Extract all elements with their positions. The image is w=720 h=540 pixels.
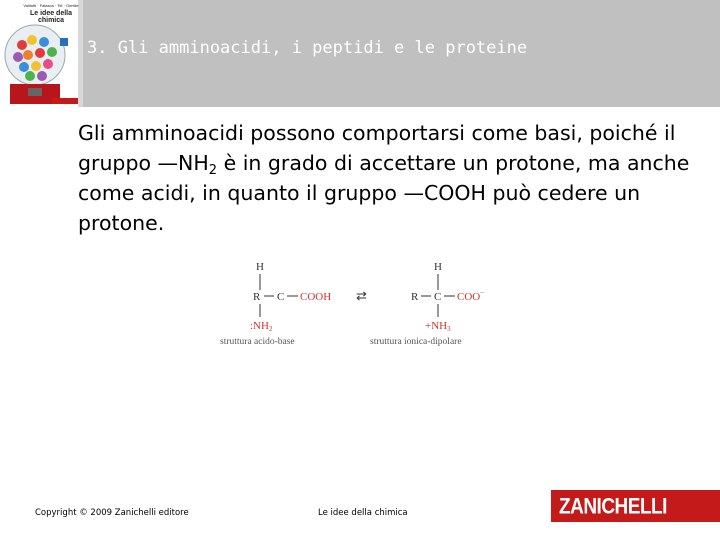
footer-copyright: Copyright © 2009 Zanichelli editore bbox=[35, 508, 189, 518]
cover-text bbox=[22, 4, 80, 24]
zanichelli-logo bbox=[551, 490, 720, 522]
book-cover-thumbnail bbox=[0, 0, 83, 107]
right-coo-group: COO− bbox=[457, 289, 485, 303]
acid-base-structure bbox=[220, 261, 331, 347]
amino-acid-equilibrium-diagram bbox=[210, 255, 510, 350]
zwitterion-structure bbox=[370, 261, 484, 347]
header-bar bbox=[0, 0, 720, 107]
right-h-atom: H bbox=[434, 261, 442, 273]
cover-title: Le idee della chimica bbox=[29, 10, 73, 24]
cover-authors: Valitutti · Falasca · Tifi · Gentile bbox=[23, 3, 79, 8]
right-c-atom: C bbox=[434, 291, 442, 303]
left-h-atom: H bbox=[256, 261, 264, 273]
left-cooh-group: COOH bbox=[300, 291, 332, 303]
right-r-group: R bbox=[411, 291, 419, 303]
left-r-group: R bbox=[253, 291, 261, 303]
body-subscript: 2 bbox=[208, 163, 218, 178]
slide-title: 3. Gli amminoacidi, i peptidi e le proteine bbox=[87, 38, 528, 58]
body-text-part1: Gli amminoacidi possono comportarsi come basi, poiché il gruppo —NH bbox=[78, 121, 676, 175]
footer-book-title: Le idee della chimica bbox=[318, 508, 408, 518]
body-paragraph bbox=[78, 118, 708, 238]
logo-text: ZANICHELLI bbox=[559, 495, 667, 520]
body-text-part2: è in grado di accettare un protone, ma anche come acidi, in quanto il gruppo —COOH può cedere un protone. bbox=[78, 151, 690, 235]
right-amine-group: +NH3 bbox=[425, 320, 451, 333]
left-amine-group: :NH2 bbox=[250, 320, 273, 333]
left-c-atom: C bbox=[277, 291, 285, 303]
right-caption: struttura ionica-dipolare bbox=[370, 337, 462, 347]
left-caption: struttura acido-base bbox=[220, 337, 295, 347]
equilibrium-arrow: ⇄ bbox=[356, 288, 367, 303]
